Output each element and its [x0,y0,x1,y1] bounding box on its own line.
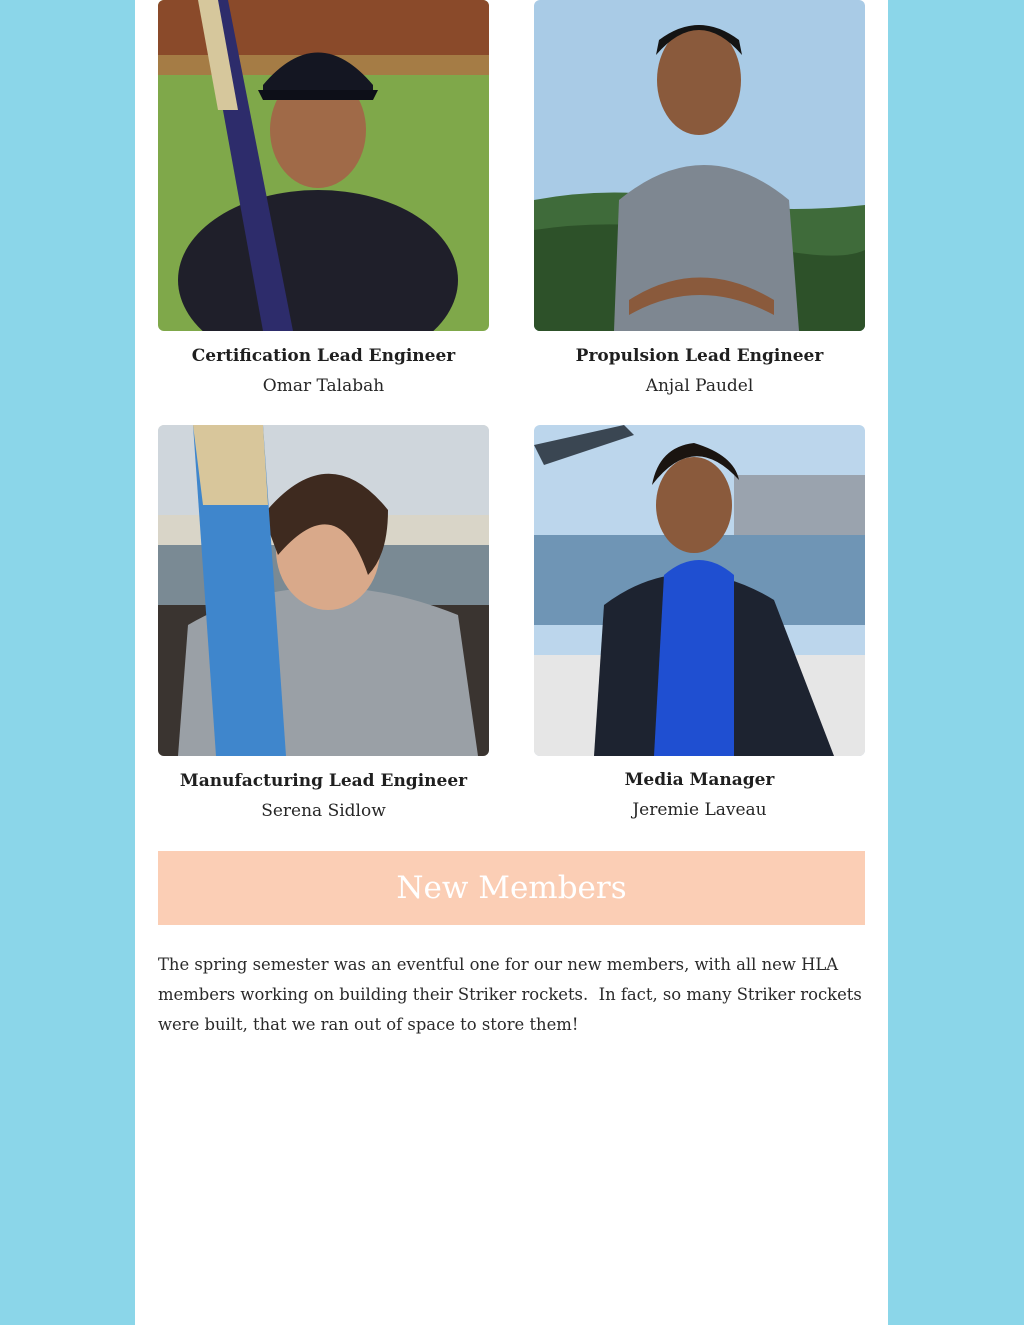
new-members-banner [158,851,865,925]
team-role: Media Manager [624,770,775,790]
team-photo-jeremie-laveau [534,425,865,756]
team-name: Serena Sidlow [261,801,386,821]
team-photo-omar-talabah [158,0,489,331]
team-name: Anjal Paudel [645,376,754,396]
newsletter-page [135,0,888,1325]
section-title: New Members [396,870,627,906]
team-name: Omar Talabah [262,376,385,396]
team-role: Propulsion Lead Engineer [575,346,824,366]
team-role: Certification Lead Engineer [191,346,456,366]
team-name: Jeremie Laveau [632,800,767,820]
team-role: Manufacturing Lead Engineer [179,771,468,791]
team-photo-serena-sidlow [158,425,489,756]
new-members-body: The spring semester was an eventful one for our new members, with all new HLA members working on building their Striker rockets. In fact, so many Striker rockets were built, that we ran out of space to store them! [158,955,867,1034]
team-photo-anjal-paudel [534,0,865,331]
